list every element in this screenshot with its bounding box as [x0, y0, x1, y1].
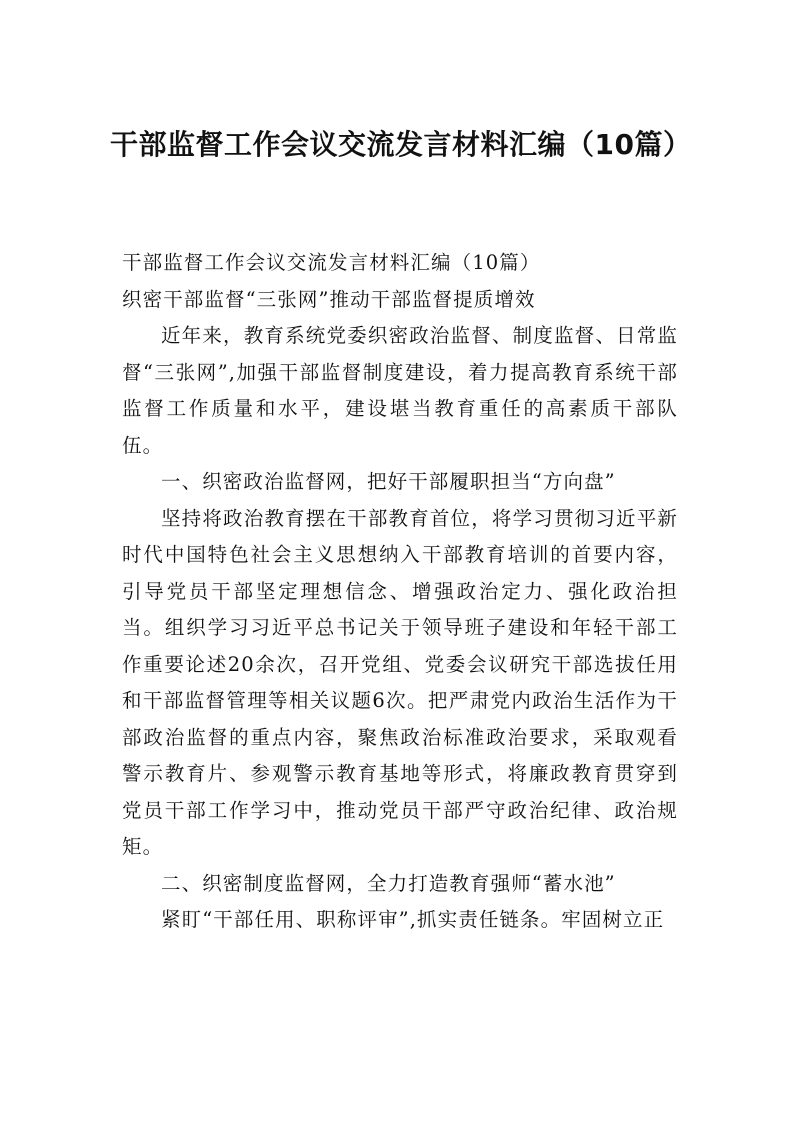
paragraph-section-2: 紧盯“干部任用、职称评审”,抓实责任链条。牢固树立正	[161, 908, 665, 931]
document-body	[122, 245, 678, 939]
section-heading-1: 一、织密政治监督网，把好干部履职担当“方向盘”	[161, 470, 616, 493]
paragraph-section-1: 坚持将政治教育摆在干部教育首位，将学习贯彻习近平新时代中国特色社会主义思想纳入干部教育培训的首要内容，引导党员干部坚定理想信念、增强政治定力、强化政治担当。组织学习习近平总书记关于领导班子建设和年轻干部工作重要论述20余次，召开党组、党委会议研究干部选拔任用和干部监督管理等相关议题6次。把严肃党内政治生活作为干部政治监督的重点内容，聚焦政治标准政治要求，采取观看警示教育片、参观警示教育基地等形式，将廉政教育贯穿到党员干部工作学习中，推动党员干部严守政治纪律、政治规矩。	[122, 506, 678, 858]
document-title: 干部监督工作会议交流发言材料汇编（10篇）	[110, 128, 692, 161]
paragraph-intro: 近年来，教育系统党委织密政治监督、制度监督、日常监督“三张网”,加强干部监督制度建设，着力提高教育系统干部监督工作质量和水平，建设堪当教育重任的高素质干部队伍。	[122, 324, 678, 457]
paragraph-article-title: 织密干部监督“三张网”推动干部监督提质增效	[122, 287, 536, 311]
paragraph-collection-title: 干部监督工作会议交流发言材料汇编（10篇）	[122, 251, 541, 274]
section-heading-2: 二、织密制度监督网，全力打造教育强师“蓄水池”	[161, 871, 616, 895]
